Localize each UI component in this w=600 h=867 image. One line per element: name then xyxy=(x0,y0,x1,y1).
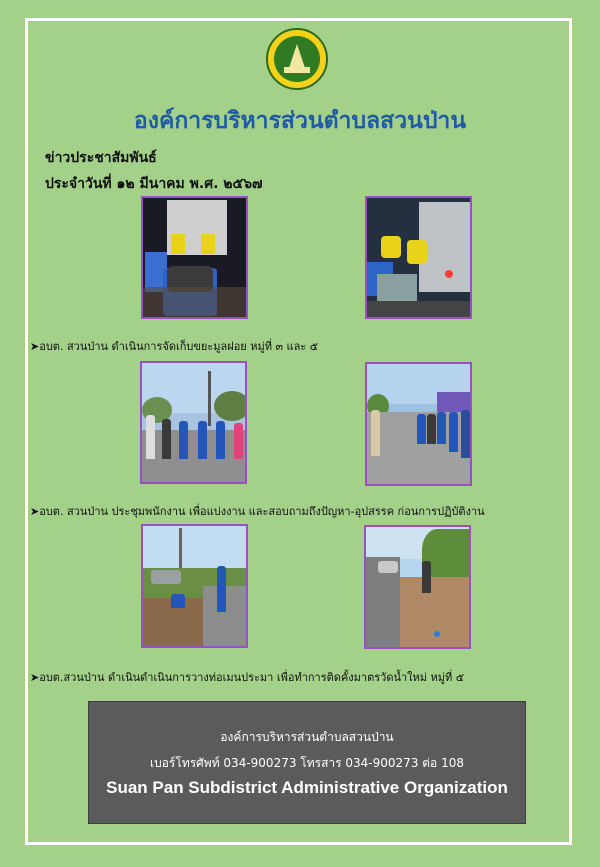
page-title: องค์การบริหารส่วนตำบลสวนป่าน xyxy=(133,108,467,134)
caption-1: อบต. สวนป่าน ดำเนินการจัดเก็บขยะมูลฝอย หมู่ที่ ๓ และ ๕ xyxy=(39,340,319,353)
caption-1-row xyxy=(30,337,318,355)
photo-garbage-collection-2 xyxy=(365,196,472,319)
photo-staff-meeting-1 xyxy=(140,361,247,484)
footer-box xyxy=(88,701,526,824)
arrow-bullet-icon: ➤ xyxy=(30,505,40,518)
footer-org-th: องค์การบริหารส่วนตำบลสวนป่าน xyxy=(220,730,394,744)
arrow-bullet-icon: ➤ xyxy=(30,340,40,353)
photo-pipe-laying-1 xyxy=(141,524,248,648)
caption-3: อบต.สวนป่าน ดำเนินดำเนินการวางท่อเมนประมา เพื่อทำการติดคั้งมาตรวัดน้ำใหม่ หมู่ที่ ๕ xyxy=(39,671,465,684)
footer-contact: เบอร์โทรศัพท์ 034-900273 โทรสาร 034-900273 ต่อ 108 xyxy=(150,756,464,770)
photo-staff-meeting-2 xyxy=(365,362,472,486)
caption-2: อบต. สวนป่าน ประชุมพนักงาน เพื่อแบ่งงาน และสอบถามถึงปัญหา-อุปสรรค ก่อนการปฏิบัติงาน xyxy=(39,505,485,518)
organization-logo xyxy=(266,28,328,90)
arrow-bullet-icon: ➤ xyxy=(30,671,40,684)
photo-garbage-collection-1 xyxy=(141,196,248,319)
news-label: ข่าวประชาสัมพันธ์ xyxy=(45,150,157,166)
news-date: ประจำวันที่ ๑๒ มีนาคม พ.ศ. ๒๕๖๗ xyxy=(45,176,263,192)
photo-pipe-laying-2 xyxy=(364,525,471,649)
caption-3-row xyxy=(30,668,464,686)
footer-org-en: Suan Pan Subdistrict Administrative Organization xyxy=(106,778,508,797)
caption-2-row xyxy=(30,502,485,520)
